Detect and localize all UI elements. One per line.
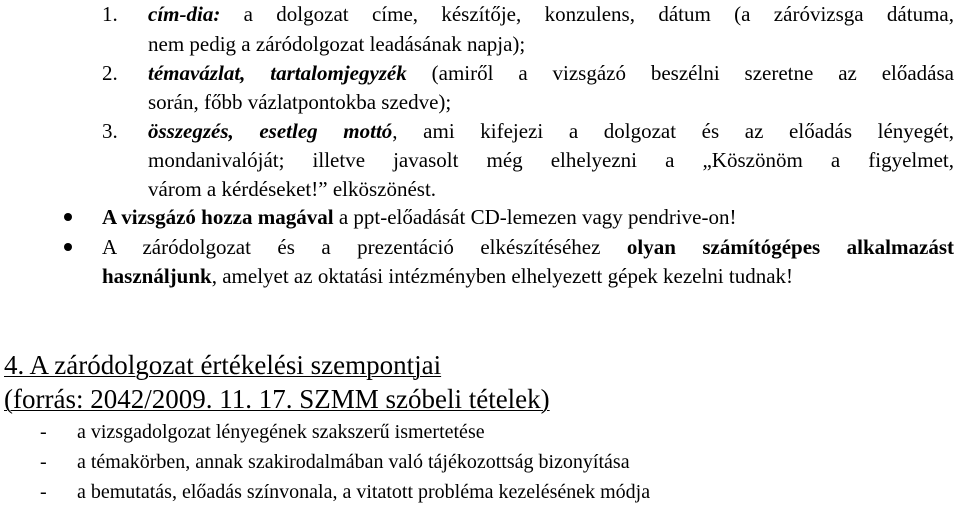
- bullet-item-2-text-2: , amelyet az oktatási intézményben elhelyezett gépek kezelni tudnak!: [211, 264, 794, 288]
- bullet-item-2-line-1: [102, 234, 954, 260]
- list-number-3: 3.: [102, 119, 118, 143]
- list-item-1-line-2: nem pedig a záródolgozat leadásának napja);: [148, 32, 526, 56]
- list-item-3-text: , ami kifejezi a dolgozat és az előadás lényegét,: [392, 119, 954, 143]
- list-item-2-line-2: során, főbb vázlatpontokba szedve);: [148, 90, 452, 114]
- list-item-3-line-1: [148, 118, 954, 144]
- list-item-2-text: (amiről a vizsgázó beszélni szeretne az előadása: [406, 61, 954, 85]
- list-number-1: 1.: [102, 2, 118, 26]
- criteria-item-1: a vizsgadolgozat lényegének szakszerű ismertetése: [77, 421, 485, 443]
- criteria-dash-2: -: [40, 451, 47, 473]
- bullet-item-2-bold-2: használjunk: [102, 264, 212, 288]
- list-item-2-term: témavázlat, tartalomjegyzék: [148, 61, 407, 85]
- section-title: 4. A záródolgozat értékelési szempontjai: [4, 350, 442, 380]
- criteria-dash-3: -: [40, 481, 47, 503]
- section-source: (forrás: 2042/2009. 11. 17. SZMM szóbeli tételek): [4, 384, 550, 414]
- bullet-item-2-text: A záródolgozat és a prezentáció elkészítéséhez: [102, 235, 627, 259]
- list-item-3-line-3: várom a kérdéseket!” elköszönést.: [148, 177, 437, 201]
- list-item-3-term: összegzés, esetleg mottó: [148, 119, 393, 143]
- bullet-item-2-line-2: [102, 263, 793, 289]
- criteria-item-3: a bemutatás, előadás színvonala, a vitatott probléma kezelésének módja: [77, 481, 651, 503]
- bullet-dot-1: [64, 213, 72, 221]
- list-number-2: 2.: [102, 61, 118, 85]
- criteria-dash-1: -: [40, 421, 47, 443]
- bullet-dot-2: [64, 243, 72, 251]
- bullet-item-1-text: a ppt-előadását CD-lemezen vagy pendrive-on!: [333, 205, 737, 229]
- list-item-1-text: a dolgozat címe, készítője, konzulens, dátum (a záróvizsga dátuma,: [220, 2, 954, 26]
- list-item-3-line-2: mondanivalóját; illetve javasolt még elhelyezni a „Köszönöm a figyelmet,: [148, 148, 954, 172]
- criteria-item-2: a témakörben, annak szakirodalmában való tájékozottság bizonyítása: [77, 451, 630, 473]
- bullet-item-1-bold: A vizsgázó hozza magával: [102, 205, 334, 229]
- bullet-item-1: [102, 204, 736, 230]
- list-item-2-line-1: [148, 60, 954, 86]
- list-item-1-line-1: [148, 1, 954, 27]
- list-item-1-term: cím-dia:: [148, 2, 221, 26]
- bullet-item-2-bold: olyan számítógépes alkalmazást: [626, 235, 954, 259]
